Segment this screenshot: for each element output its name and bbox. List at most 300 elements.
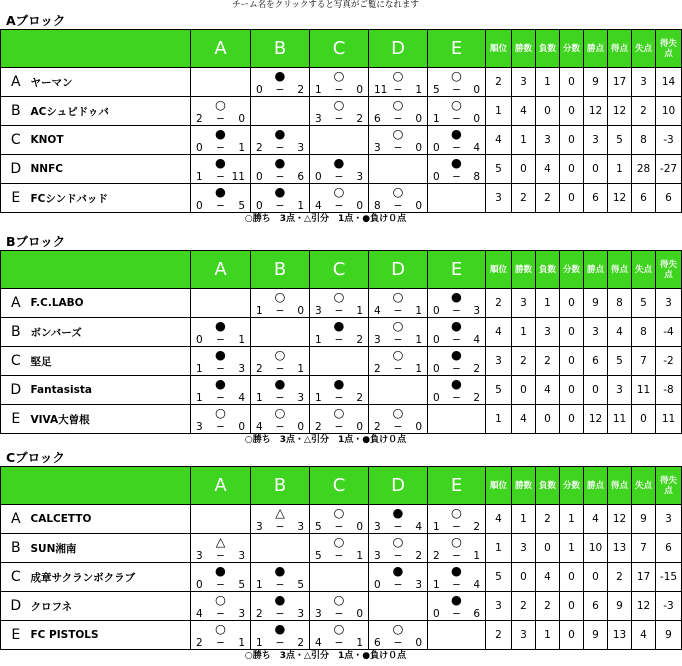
self-match-cell bbox=[428, 405, 486, 434]
team-letter: A bbox=[1, 68, 31, 97]
score-dash: − bbox=[216, 171, 225, 183]
team-letter: C bbox=[1, 126, 31, 155]
goals-for: 5 bbox=[315, 521, 322, 533]
stat-header: 失点 bbox=[632, 467, 656, 505]
goals-against: 1 bbox=[238, 334, 245, 346]
stat-value: 9 bbox=[656, 621, 682, 650]
match-cell bbox=[310, 405, 369, 434]
goals-against: 2 bbox=[415, 550, 422, 562]
stat-value: 0 bbox=[512, 155, 536, 184]
score-dash: − bbox=[216, 421, 225, 433]
team-letter: D bbox=[1, 155, 31, 184]
match-score bbox=[251, 84, 309, 96]
score-dash: − bbox=[393, 579, 403, 591]
match-cell bbox=[251, 505, 310, 534]
team-row bbox=[1, 289, 682, 318]
result-symbol: ○ bbox=[392, 621, 404, 636]
result-symbol: ○ bbox=[333, 621, 345, 636]
goals-for: 3 bbox=[374, 334, 381, 346]
team-name-link[interactable]: ACシュピドゥバ bbox=[31, 97, 191, 126]
stat-value: 6 bbox=[656, 534, 682, 563]
goals-against: 1 bbox=[473, 550, 480, 562]
stat-header: 負数 bbox=[536, 467, 560, 505]
team-name-link[interactable]: 成章サクランボクラブ bbox=[31, 563, 191, 592]
goals-for: 0 bbox=[374, 579, 381, 591]
stat-value: 0 bbox=[560, 68, 584, 97]
stat-value: 0 bbox=[584, 563, 608, 592]
legend: ○勝ち 3点・△引分 1点・●負け０点 bbox=[244, 651, 407, 661]
stat-value: 0 bbox=[560, 347, 584, 376]
stat-value: -4 bbox=[656, 318, 682, 347]
match-score bbox=[191, 637, 250, 649]
team-name-link[interactable]: ボンバーズ bbox=[31, 318, 191, 347]
block-title: Bブロック bbox=[6, 234, 66, 249]
team-column-header: D bbox=[369, 30, 428, 68]
goals-against: 3 bbox=[356, 171, 363, 183]
result-symbol: ● bbox=[274, 68, 286, 83]
match-score bbox=[369, 84, 427, 96]
goals-for: 4 bbox=[315, 200, 322, 212]
result-symbol: ● bbox=[451, 592, 462, 607]
score-dash: − bbox=[275, 579, 285, 591]
stat-value: 0 bbox=[560, 289, 584, 318]
team-row bbox=[1, 405, 682, 434]
goals-against: 11 bbox=[231, 171, 245, 183]
match-cell bbox=[251, 68, 310, 97]
match-cell bbox=[310, 318, 369, 347]
score-dash: − bbox=[452, 84, 461, 96]
stat-value: 12 bbox=[608, 97, 632, 126]
legend: ○勝ち 3点・△引分 1点・●負け０点 bbox=[244, 214, 407, 224]
team-row bbox=[1, 68, 682, 97]
score-dash: − bbox=[334, 113, 344, 125]
stat-value: 3 bbox=[512, 621, 536, 650]
match-cell bbox=[251, 376, 310, 405]
result-symbol: ● bbox=[392, 563, 404, 578]
score-dash: − bbox=[393, 521, 403, 533]
score-dash: − bbox=[275, 200, 285, 212]
stat-value: 12 bbox=[632, 592, 656, 621]
goals-for: 11 bbox=[374, 84, 388, 96]
match-cell bbox=[310, 505, 369, 534]
goals-against: 3 bbox=[297, 521, 304, 533]
stat-value: -2 bbox=[656, 347, 682, 376]
result-symbol: ● bbox=[215, 184, 226, 199]
match-cell bbox=[369, 347, 428, 376]
stat-value: 2 bbox=[486, 68, 512, 97]
goals-for: 1 bbox=[196, 363, 203, 375]
team-name-link[interactable]: FCシンドバッド bbox=[31, 184, 191, 213]
block-1 bbox=[0, 234, 677, 446]
stat-value: 9 bbox=[584, 289, 608, 318]
goals-against: 2 bbox=[473, 363, 480, 375]
goals-for: 5 bbox=[315, 550, 322, 562]
score-dash: − bbox=[452, 171, 461, 183]
goals-for: 0 bbox=[433, 363, 440, 375]
match-score bbox=[191, 363, 250, 375]
stat-value: 2 bbox=[486, 289, 512, 318]
stat-value: 6 bbox=[584, 592, 608, 621]
match-score bbox=[428, 334, 485, 346]
stat-header: 勝点 bbox=[584, 251, 608, 289]
goals-against: 0 bbox=[415, 200, 422, 212]
score-dash: − bbox=[334, 392, 344, 404]
goals-against: 1 bbox=[297, 200, 304, 212]
match-cell bbox=[428, 318, 486, 347]
stat-value: 1 bbox=[486, 534, 512, 563]
team-row bbox=[1, 318, 682, 347]
goals-against: 4 bbox=[473, 142, 480, 154]
result-symbol: ● bbox=[274, 155, 286, 170]
match-cell bbox=[191, 126, 251, 155]
match-cell bbox=[191, 184, 251, 213]
stat-value: 3 bbox=[656, 289, 682, 318]
result-symbol: ○ bbox=[333, 289, 345, 304]
stat-value: 9 bbox=[608, 592, 632, 621]
goals-for: 3 bbox=[315, 608, 322, 620]
stat-value: 2 bbox=[536, 184, 560, 213]
self-match-cell bbox=[310, 126, 369, 155]
match-cell bbox=[369, 126, 428, 155]
stat-value: 5 bbox=[486, 376, 512, 405]
match-cell bbox=[369, 184, 428, 213]
team-name-link[interactable]: クロフネ bbox=[31, 592, 191, 621]
score-dash: − bbox=[216, 579, 225, 591]
match-score bbox=[251, 171, 309, 183]
team-letter: D bbox=[1, 376, 31, 405]
match-score bbox=[428, 608, 485, 620]
stat-value: 8 bbox=[632, 126, 656, 155]
match-cell bbox=[191, 376, 251, 405]
match-cell bbox=[251, 563, 310, 592]
match-score bbox=[428, 84, 485, 96]
match-cell bbox=[191, 347, 251, 376]
stat-value: 14 bbox=[656, 68, 682, 97]
goals-against: 3 bbox=[297, 392, 304, 404]
score-dash: − bbox=[334, 550, 344, 562]
goals-for: 1 bbox=[256, 392, 263, 404]
match-cell bbox=[428, 68, 486, 97]
stat-value: 6 bbox=[584, 184, 608, 213]
stat-value: 3 bbox=[608, 376, 632, 405]
match-cell bbox=[251, 592, 310, 621]
team-name-link[interactable]: FC PISTOLS bbox=[31, 621, 191, 650]
goals-against: 1 bbox=[415, 84, 422, 96]
team-name-link[interactable]: KNOT bbox=[31, 126, 191, 155]
goals-for: 1 bbox=[433, 579, 440, 591]
result-symbol: ● bbox=[215, 155, 226, 170]
goals-for: 4 bbox=[196, 608, 203, 620]
stat-value: 0 bbox=[560, 318, 584, 347]
result-symbol: ● bbox=[333, 155, 345, 170]
stat-header: 勝数 bbox=[512, 467, 536, 505]
header-blank bbox=[31, 30, 191, 68]
block-title: Cブロック bbox=[6, 450, 65, 465]
stat-value: 13 bbox=[608, 534, 632, 563]
goals-against: 0 bbox=[415, 421, 422, 433]
team-letter: B bbox=[1, 534, 31, 563]
result-symbol: ○ bbox=[392, 534, 404, 549]
goals-for: 1 bbox=[433, 113, 440, 125]
team-letter: A bbox=[1, 289, 31, 318]
team-row bbox=[1, 505, 682, 534]
match-score bbox=[251, 521, 309, 533]
goals-for: 4 bbox=[315, 637, 322, 649]
stat-value: 5 bbox=[632, 289, 656, 318]
score-dash: − bbox=[216, 608, 225, 620]
stat-value: 11 bbox=[632, 376, 656, 405]
stat-value: 2 bbox=[536, 505, 560, 534]
stat-value: 10 bbox=[584, 534, 608, 563]
stat-header: 分数 bbox=[560, 467, 584, 505]
self-match-cell bbox=[251, 318, 310, 347]
stat-value: 0 bbox=[560, 376, 584, 405]
match-cell bbox=[191, 318, 251, 347]
goals-for: 3 bbox=[256, 521, 263, 533]
team-name-link[interactable]: VIVA大曽根 bbox=[31, 405, 191, 434]
match-cell bbox=[251, 347, 310, 376]
goals-for: 1 bbox=[433, 521, 440, 533]
match-score bbox=[369, 550, 427, 562]
goals-against: 0 bbox=[415, 113, 422, 125]
score-dash: − bbox=[334, 334, 344, 346]
result-symbol: ● bbox=[333, 376, 345, 391]
match-cell bbox=[251, 289, 310, 318]
match-score bbox=[428, 521, 485, 533]
team-row bbox=[1, 621, 682, 650]
goals-against: 0 bbox=[297, 305, 304, 317]
result-symbol: ○ bbox=[274, 289, 286, 304]
match-score bbox=[251, 421, 309, 433]
stat-value: 6 bbox=[584, 347, 608, 376]
goals-for: 1 bbox=[256, 637, 263, 649]
stat-value: 12 bbox=[584, 405, 608, 434]
score-dash: − bbox=[393, 113, 403, 125]
stat-header: 得点 bbox=[608, 467, 632, 505]
team-letter: C bbox=[1, 347, 31, 376]
goals-for: 0 bbox=[256, 171, 263, 183]
team-row bbox=[1, 155, 682, 184]
team-letter: D bbox=[1, 592, 31, 621]
match-score bbox=[428, 113, 485, 125]
stat-value: -8 bbox=[656, 376, 682, 405]
result-symbol: ● bbox=[333, 318, 345, 333]
match-score bbox=[191, 142, 250, 154]
stat-value: 9 bbox=[584, 621, 608, 650]
stat-header: 勝点 bbox=[584, 30, 608, 68]
goals-against: 0 bbox=[415, 637, 422, 649]
stat-header: 順位 bbox=[486, 30, 512, 68]
score-dash: − bbox=[275, 305, 285, 317]
goals-for: 0 bbox=[433, 608, 440, 620]
match-cell bbox=[191, 97, 251, 126]
stat-value: 0 bbox=[536, 534, 560, 563]
stat-header: 失点 bbox=[632, 30, 656, 68]
stat-value: -3 bbox=[656, 126, 682, 155]
goals-for: 0 bbox=[196, 142, 203, 154]
result-symbol: ○ bbox=[215, 405, 226, 420]
goals-for: 3 bbox=[374, 142, 381, 154]
goals-against: 3 bbox=[238, 363, 245, 375]
goals-for: 3 bbox=[315, 305, 322, 317]
stat-value: 3 bbox=[632, 68, 656, 97]
stat-value: 4 bbox=[536, 563, 560, 592]
goals-against: 2 bbox=[297, 84, 304, 96]
stat-value: 1 bbox=[536, 68, 560, 97]
match-cell bbox=[251, 621, 310, 650]
team-name-link[interactable]: SUN湘南 bbox=[31, 534, 191, 563]
self-match-cell bbox=[369, 592, 428, 621]
score-dash: − bbox=[393, 142, 403, 154]
stat-value: 4 bbox=[632, 621, 656, 650]
goals-for: 2 bbox=[433, 550, 440, 562]
self-match-cell bbox=[310, 347, 369, 376]
stat-value: 3 bbox=[486, 184, 512, 213]
self-match-cell bbox=[310, 563, 369, 592]
team-name-link[interactable]: 堅足 bbox=[31, 347, 191, 376]
score-dash: − bbox=[216, 363, 225, 375]
goals-for: 1 bbox=[256, 305, 263, 317]
stat-value: 3 bbox=[486, 347, 512, 376]
match-score bbox=[369, 334, 427, 346]
match-cell bbox=[369, 289, 428, 318]
goals-against: 2 bbox=[356, 334, 363, 346]
goals-for: 6 bbox=[374, 113, 381, 125]
goals-for: 3 bbox=[374, 521, 381, 533]
goals-against: 8 bbox=[473, 171, 480, 183]
match-cell bbox=[369, 563, 428, 592]
result-symbol: ○ bbox=[451, 505, 462, 520]
result-symbol: ○ bbox=[451, 534, 462, 549]
stat-value: 1 bbox=[512, 318, 536, 347]
stat-value: 2 bbox=[608, 563, 632, 592]
score-dash: − bbox=[452, 363, 461, 375]
match-cell bbox=[428, 376, 486, 405]
match-cell bbox=[191, 405, 251, 434]
stat-header: 順位 bbox=[486, 251, 512, 289]
stat-header: 勝数 bbox=[512, 30, 536, 68]
goals-against: 1 bbox=[415, 334, 422, 346]
result-symbol: ● bbox=[274, 184, 286, 199]
goals-against: 5 bbox=[238, 200, 245, 212]
block-2 bbox=[0, 450, 678, 662]
stat-value: 4 bbox=[512, 97, 536, 126]
score-dash: − bbox=[452, 608, 461, 620]
stat-value: 7 bbox=[632, 534, 656, 563]
match-cell bbox=[428, 126, 486, 155]
stat-value: 12 bbox=[608, 505, 632, 534]
stat-value: 4 bbox=[512, 405, 536, 434]
goals-against: 0 bbox=[415, 142, 422, 154]
score-dash: − bbox=[216, 113, 225, 125]
goals-against: 4 bbox=[473, 579, 480, 591]
score-dash: − bbox=[452, 579, 461, 591]
stat-value: 12 bbox=[584, 97, 608, 126]
score-dash: − bbox=[393, 637, 403, 649]
goals-for: 2 bbox=[256, 363, 263, 375]
header-blank bbox=[31, 251, 191, 289]
match-cell bbox=[191, 534, 251, 563]
match-score bbox=[191, 421, 250, 433]
match-score bbox=[369, 521, 427, 533]
result-symbol: ○ bbox=[392, 347, 404, 362]
team-name-link[interactable]: ヤーマン bbox=[31, 68, 191, 97]
match-score bbox=[428, 579, 485, 591]
match-score bbox=[428, 142, 485, 154]
stat-value: 0 bbox=[560, 126, 584, 155]
result-symbol: ○ bbox=[333, 184, 345, 199]
goals-against: 3 bbox=[238, 608, 245, 620]
block-0 bbox=[0, 13, 678, 225]
stat-value: 1 bbox=[536, 621, 560, 650]
team-row bbox=[1, 563, 682, 592]
match-score bbox=[191, 200, 250, 212]
score-dash: − bbox=[275, 608, 285, 620]
team-letter: B bbox=[1, 318, 31, 347]
header-blank bbox=[31, 467, 191, 505]
team-letter: C bbox=[1, 563, 31, 592]
goals-against: 5 bbox=[297, 579, 304, 591]
match-score bbox=[310, 521, 368, 533]
goals-against: 1 bbox=[238, 637, 245, 649]
goals-against: 0 bbox=[473, 84, 480, 96]
team-letter: E bbox=[1, 405, 31, 434]
team-column-header: B bbox=[251, 251, 310, 289]
stat-value: 0 bbox=[584, 155, 608, 184]
header-blank bbox=[1, 30, 31, 68]
goals-against: 3 bbox=[415, 579, 422, 591]
stat-value: 1 bbox=[608, 155, 632, 184]
stat-value: 17 bbox=[632, 563, 656, 592]
goals-against: 0 bbox=[297, 421, 304, 433]
self-match-cell bbox=[251, 97, 310, 126]
result-symbol: ○ bbox=[392, 405, 404, 420]
score-dash: − bbox=[275, 171, 285, 183]
team-name-link[interactable]: CALCETTO bbox=[31, 505, 191, 534]
self-match-cell bbox=[369, 376, 428, 405]
goals-against: 6 bbox=[473, 608, 480, 620]
result-symbol: ○ bbox=[215, 592, 226, 607]
stat-value: 1 bbox=[486, 97, 512, 126]
team-name-link[interactable]: Fantasista bbox=[31, 376, 191, 405]
stat-header: 得失点 bbox=[656, 467, 682, 505]
stat-value: 0 bbox=[560, 621, 584, 650]
match-score bbox=[428, 171, 485, 183]
stat-value: 28 bbox=[632, 155, 656, 184]
team-row bbox=[1, 534, 682, 563]
team-name-link[interactable]: F.C.LABO bbox=[31, 289, 191, 318]
stat-value: 11 bbox=[656, 405, 682, 434]
results-table bbox=[0, 29, 682, 213]
team-row bbox=[1, 347, 682, 376]
goals-for: 0 bbox=[433, 171, 440, 183]
stat-header: 分数 bbox=[560, 30, 584, 68]
goals-against: 0 bbox=[238, 421, 245, 433]
stat-value: -15 bbox=[656, 563, 682, 592]
goals-against: 2 bbox=[356, 392, 363, 404]
team-name-link[interactable]: NNFC bbox=[31, 155, 191, 184]
result-symbol: ● bbox=[274, 563, 286, 578]
stat-value: 1 bbox=[512, 505, 536, 534]
team-letter: B bbox=[1, 97, 31, 126]
result-symbol: ○ bbox=[392, 289, 404, 304]
score-dash: − bbox=[275, 637, 285, 649]
match-score bbox=[191, 550, 250, 562]
stat-value: 1 bbox=[560, 534, 584, 563]
match-cell bbox=[369, 405, 428, 434]
match-cell bbox=[428, 289, 486, 318]
stat-value: 3 bbox=[536, 126, 560, 155]
